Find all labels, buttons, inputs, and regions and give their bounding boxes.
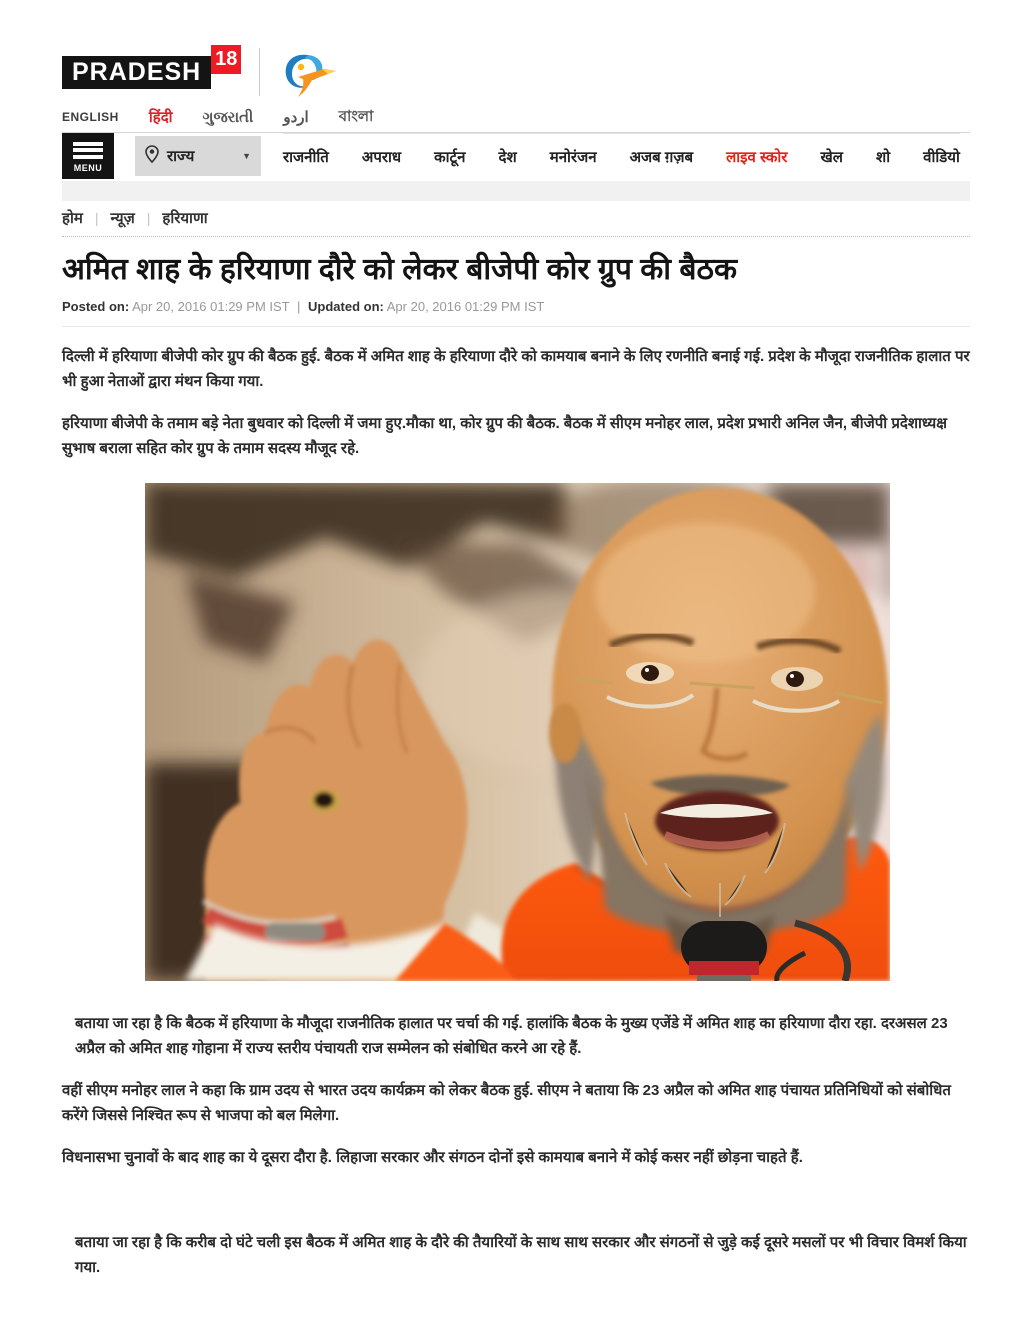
region-dropdown[interactable] — [135, 136, 261, 176]
article-photo-amit-shah — [145, 483, 890, 981]
lang-gujarati[interactable]: ગુજરાતી — [202, 108, 254, 126]
nav-item-shows[interactable]: शो — [876, 148, 891, 166]
nav-item-nation[interactable]: देश — [498, 148, 517, 166]
menu-button[interactable] — [62, 133, 114, 179]
nav-item-sports[interactable]: खेल — [820, 148, 843, 166]
article-paragraph: बताया जा रहा है कि करीब दो घंटे चली इस बैठक में अमित शाह के दौरे की तैयारियों के साथ साथ सरकार और संगठनों से जुड़े कई दूसरे मसलों पर भी विचार विमर्श किया गया. — [75, 1234, 967, 1276]
article-title: अमित शाह के हरियाणा दौरे को लेकर बीजेपी कोर ग्रुप की बैठक — [62, 253, 738, 286]
article-paragraph: विधनासभा चुनावों के बाद शाह का ये दूसरा दौरा है. लिहाजा सरकार और संगठन दोनों इसे कामयाब बनाने में कोई कसर नहीं छोड़ना चाहते हैं. — [62, 1149, 803, 1166]
breadcrumb-separator: | — [146, 209, 151, 226]
etv-logo[interactable] — [278, 47, 340, 112]
logo-divider — [259, 48, 260, 96]
site-header — [62, 0, 970, 100]
nav-item-cartoon[interactable]: कार्टून — [434, 148, 466, 166]
breadcrumb-haryana[interactable]: हरियाणा — [162, 209, 208, 227]
menu-button-label: MENU — [73, 163, 103, 173]
lang-urdu[interactable]: اردو — [283, 109, 309, 126]
main-nav — [62, 133, 970, 179]
article-paragraph: बताया जा रहा है कि बैठक में हरियाणा के मौजूदा राजनीतिक हालात पर चर्चा की गई. हालांकि बैठक के मुख्य एजेंडे में अमित शाह का हरियाणा दौरा रहा. दरअसल 23 अप्रैल को अमित शाह गोहाना में राज्य स्तरीय पंचायती राज सम्मेलन को संबोधित करने आ रहे हैं. — [75, 1015, 948, 1057]
updated-on-value: Apr 20, 2016 01:29 PM IST — [386, 299, 545, 314]
location-pin-icon — [145, 145, 159, 168]
lang-hindi[interactable]: हिंदी — [148, 109, 173, 126]
pradesh18-logo[interactable] — [62, 45, 241, 89]
pradesh-logo-text: PRADESH — [62, 56, 211, 89]
lang-bangla[interactable]: বাংলা — [338, 107, 374, 125]
nav-item-videos[interactable]: वीडियो — [923, 148, 960, 166]
meta-separator: | — [297, 299, 301, 314]
article-paragraph: हरियाणा बीजेपी के तमाम बड़े नेता बुधवार को दिल्ली में जमा हुए.मौका था, कोर ग्रुप की बैठक. बैठक में सीएम मनोहर लाल, प्रदेश प्रभारी अनिल जैन, बीजेपी प्रदेशाध्यक्ष सुभाष बराला सहित कोर ग्रुप के तमाम सदस्य मौजूद रहे. — [62, 415, 947, 457]
sub-nav-strip — [62, 181, 970, 201]
chevron-down-icon: ▼ — [242, 151, 251, 161]
posted-on-label: Posted on: — [62, 299, 130, 314]
page-container — [62, 0, 970, 1280]
article-meta — [62, 299, 970, 327]
posted-on-value: Apr 20, 2016 01:29 PM IST — [132, 299, 290, 314]
breadcrumb-separator: | — [94, 209, 99, 226]
article-paragraph: दिल्ली में हरियाणा बीजेपी कोर ग्रुप की बैठक हुई. बैठक में अमित शाह के हरियाणा दौरे को कामयाब बनाने के लिए रणनीति बनाई गई. प्रदेश के मौजूदा राजनीतिक हालात पर भी हुआ नेताओं द्वारा मंथन किया गया. — [62, 348, 970, 390]
breadcrumb — [62, 209, 970, 237]
nav-item-crime[interactable]: अपराध — [361, 148, 402, 166]
nav-links — [283, 133, 960, 179]
logo-18-badge: 18 — [211, 45, 241, 74]
nav-item-ajab-gazab[interactable]: अजब ग़ज़ब — [629, 148, 694, 166]
region-dropdown-value: राज्य — [167, 148, 195, 165]
breadcrumb-news[interactable]: न्यूज़ — [110, 209, 135, 227]
nav-item-entertainment[interactable]: मनोरंजन — [549, 148, 597, 166]
hamburger-icon — [73, 139, 103, 161]
updated-on-label: Updated on: — [308, 299, 384, 314]
breadcrumb-home[interactable]: होम — [62, 209, 83, 227]
article-paragraph: वहीं सीएम मनोहर लाल ने कहा कि ग्राम उदय से भारत उदय कार्यक्रम को लेकर बैठक हुई. सीएम ने बताया कि 23 अप्रैल को अमित शाह पंचायत प्रतिनिधियों को संबोधित करेंगे जिससे निश्चित रूप से भाजपा को बल मिलेगा. — [62, 1082, 951, 1124]
language-bar — [62, 102, 970, 133]
lang-english[interactable]: ENGLISH — [62, 110, 119, 124]
nav-item-live-score[interactable]: लाइव स्कोर — [726, 148, 788, 166]
nav-item-politics[interactable]: राजनीति — [283, 148, 329, 166]
